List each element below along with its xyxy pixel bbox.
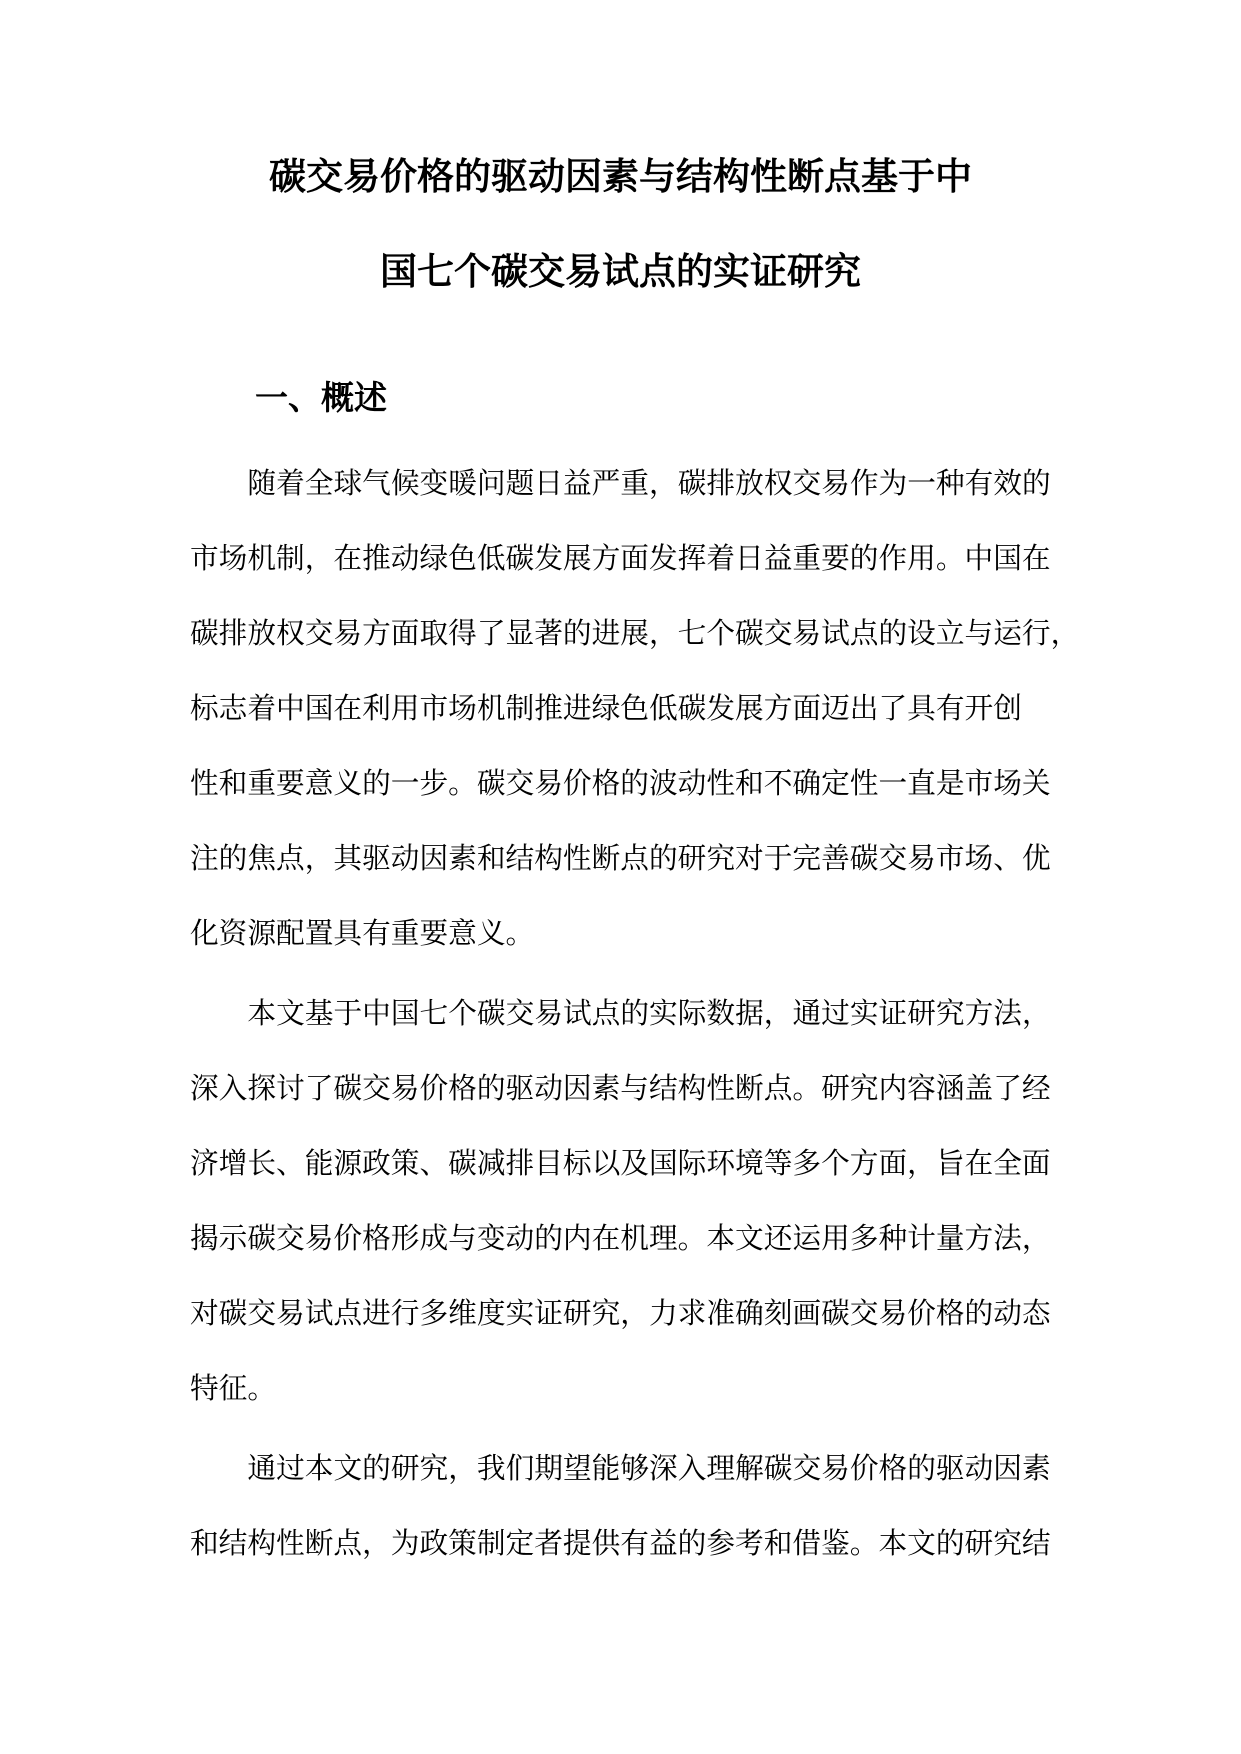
paragraph-line: 和结构性断点，为政策制定者提供有益的参考和借鉴。本文的研究结	[190, 1528, 1051, 1560]
paragraph-1	[190, 447, 1090, 972]
paragraph-line: 碳排放权交易方面取得了显著的进展，七个碳交易试点的设立与运行，	[190, 618, 1080, 650]
paragraph-line: 随着全球气候变暖问题日益严重，碳排放权交易作为一种有效的	[247, 468, 1051, 500]
paragraph-line: 揭示碳交易价格形成与变动的内在机理。本文还运用多种计量方法，	[190, 1223, 1051, 1255]
paragraph-line: 性和重要意义的一步。碳交易价格的波动性和不确定性一直是市场关	[190, 768, 1051, 800]
paragraph-line: 化资源配置具有重要意义。	[190, 918, 535, 950]
title-line-2: 国七个碳交易试点的实证研究	[380, 252, 861, 293]
paragraph-line: 对碳交易试点进行多维度实证研究，力求准确刻画碳交易价格的动态	[190, 1298, 1051, 1330]
paragraph-line: 注的焦点，其驱动因素和结构性断点的研究对于完善碳交易市场、优	[190, 843, 1051, 875]
section-heading: 一、概述	[255, 381, 387, 417]
paragraph-line: 济增长、能源政策、碳减排目标以及国际环境等多个方面，旨在全面	[190, 1148, 1051, 1180]
paper-title	[0, 130, 1241, 320]
paragraph-line: 本文基于中国七个碳交易试点的实际数据，通过实证研究方法，	[247, 998, 1051, 1030]
paragraph-2	[190, 977, 1090, 1427]
section-body	[190, 447, 1090, 1587]
paragraph-line: 标志着中国在利用市场机制推进绿色低碳发展方面迈出了具有开创	[190, 693, 1022, 725]
paragraph-line: 通过本文的研究，我们期望能够深入理解碳交易价格的驱动因素	[247, 1453, 1051, 1485]
paragraph-line: 特征。	[190, 1373, 277, 1405]
title-line-1: 碳交易价格的驱动因素与结构性断点基于中	[269, 157, 972, 198]
paragraph-3	[190, 1432, 1090, 1582]
paragraph-line: 深入探讨了碳交易价格的驱动因素与结构性断点。研究内容涵盖了经	[190, 1073, 1051, 1105]
paragraph-line: 市场机制，在推动绿色低碳发展方面发挥着日益重要的作用。中国在	[190, 543, 1051, 575]
